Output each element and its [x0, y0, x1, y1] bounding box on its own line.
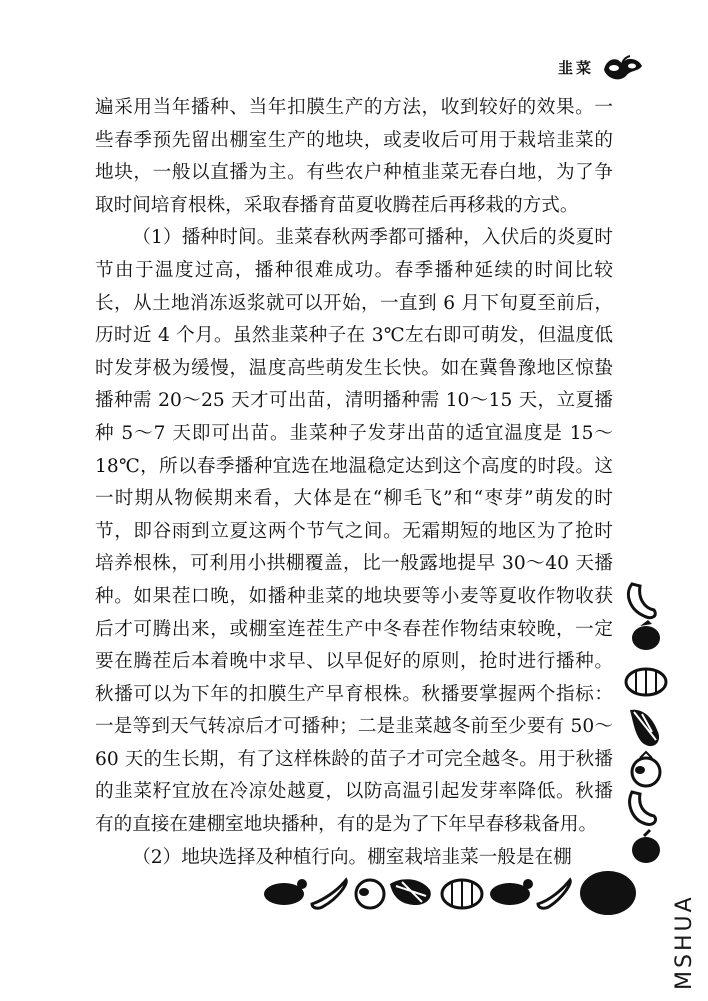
pumpkin-icon: [442, 880, 482, 908]
oval-icon: [580, 871, 636, 915]
tomato-icon: [356, 880, 384, 908]
cucumber-icon: [538, 880, 570, 908]
tomato-icon: [632, 752, 660, 786]
eggplant-icon: [632, 620, 660, 650]
garlic-icon: [630, 710, 659, 746]
paragraph-continued: 遍采用当年播种、当年扣膜生产的方法，收到较好的效果。一些春季预先留出棚室生产的地块，或麦收后可用于栽培韭菜的地块，一般以直播为主。有些农户种植韭菜无春白地，为了争取时间培育根株，采取春播育苗夏收腾茬后再移栽的方式。: [95, 97, 613, 216]
garlic-icon: [390, 879, 431, 905]
pumpkin-icon: [626, 669, 666, 695]
eggplant-icon: [264, 879, 307, 905]
watermark: MSHUA: [672, 894, 697, 990]
cucumber-icon: [630, 792, 656, 824]
vegetable-ornament-icon: [600, 52, 646, 82]
eggplant-icon: [632, 830, 660, 863]
body-text: [95, 92, 613, 874]
bottom-vegetable-row: [262, 866, 642, 920]
paragraph-plot-selection: （2）地块选择及种植行向。棚室栽培韭菜一般是在棚: [132, 846, 572, 868]
eggplant-icon: [490, 879, 533, 905]
header-title: 韭菜: [557, 58, 594, 77]
running-header: [558, 52, 646, 82]
paragraph-sowing-time: （1）播种时间。韭菜春秋两季都可播种，入伏后的炎夏时节由于温度过高，播种很难成功。春季播种延续的时间比较长，从土地消冻返浆就可以开始，一直到 6 月下旬夏至前后，历时近 4 个月。虽然韭菜种子在 3℃左右即可萌发，但温度低时发芽极为缓慢，温度高些萌发生长快。如在冀鲁豫地区惊蛰播种需 20～25 天才可出苗，清明播种需 10～15 天，立夏播种 5～7 天即可出苗。韭菜种子发芽出苗的适宜温度是 15～18℃，所以春季播种宜选在地温稳定达到这个高度的时段。这一时期从物候期来看，大体是在“柳毛飞”和“枣芽”萌发的时节，即谷雨到立夏这两个节气之间。无霜期短的地区为了抢时培养根株，可利用小拱棚覆盖，比一般露地提早 30～40 天播种。如果茬口晚，如播种韭菜的地块要等小麦等夏收作物收获后才可腾出来，或棚室连茬生产中冬春茬作物结束较晚，一定要在腾茬后本着晚中求早、以早促好的原则，抢时进行播种。秋播可以为下年的扣膜生产早育根株。秋播要掌握两个指标：一是等到天气转凉后才可播种；二是韭菜越冬前至少要有 50～60 天的生长期，有了这样株龄的苗子才可完全越冬。用于秋播的韭菜籽宜放在冷凉处越夏，以防高温引起发芽率降低。秋播有的直接在建棚室地块播种，有的是为了下年早春移栽备用。: [95, 227, 613, 836]
side-vegetable-column: [622, 580, 670, 870]
cucumber-icon: [628, 584, 655, 618]
cucumber-icon: [312, 880, 346, 908]
